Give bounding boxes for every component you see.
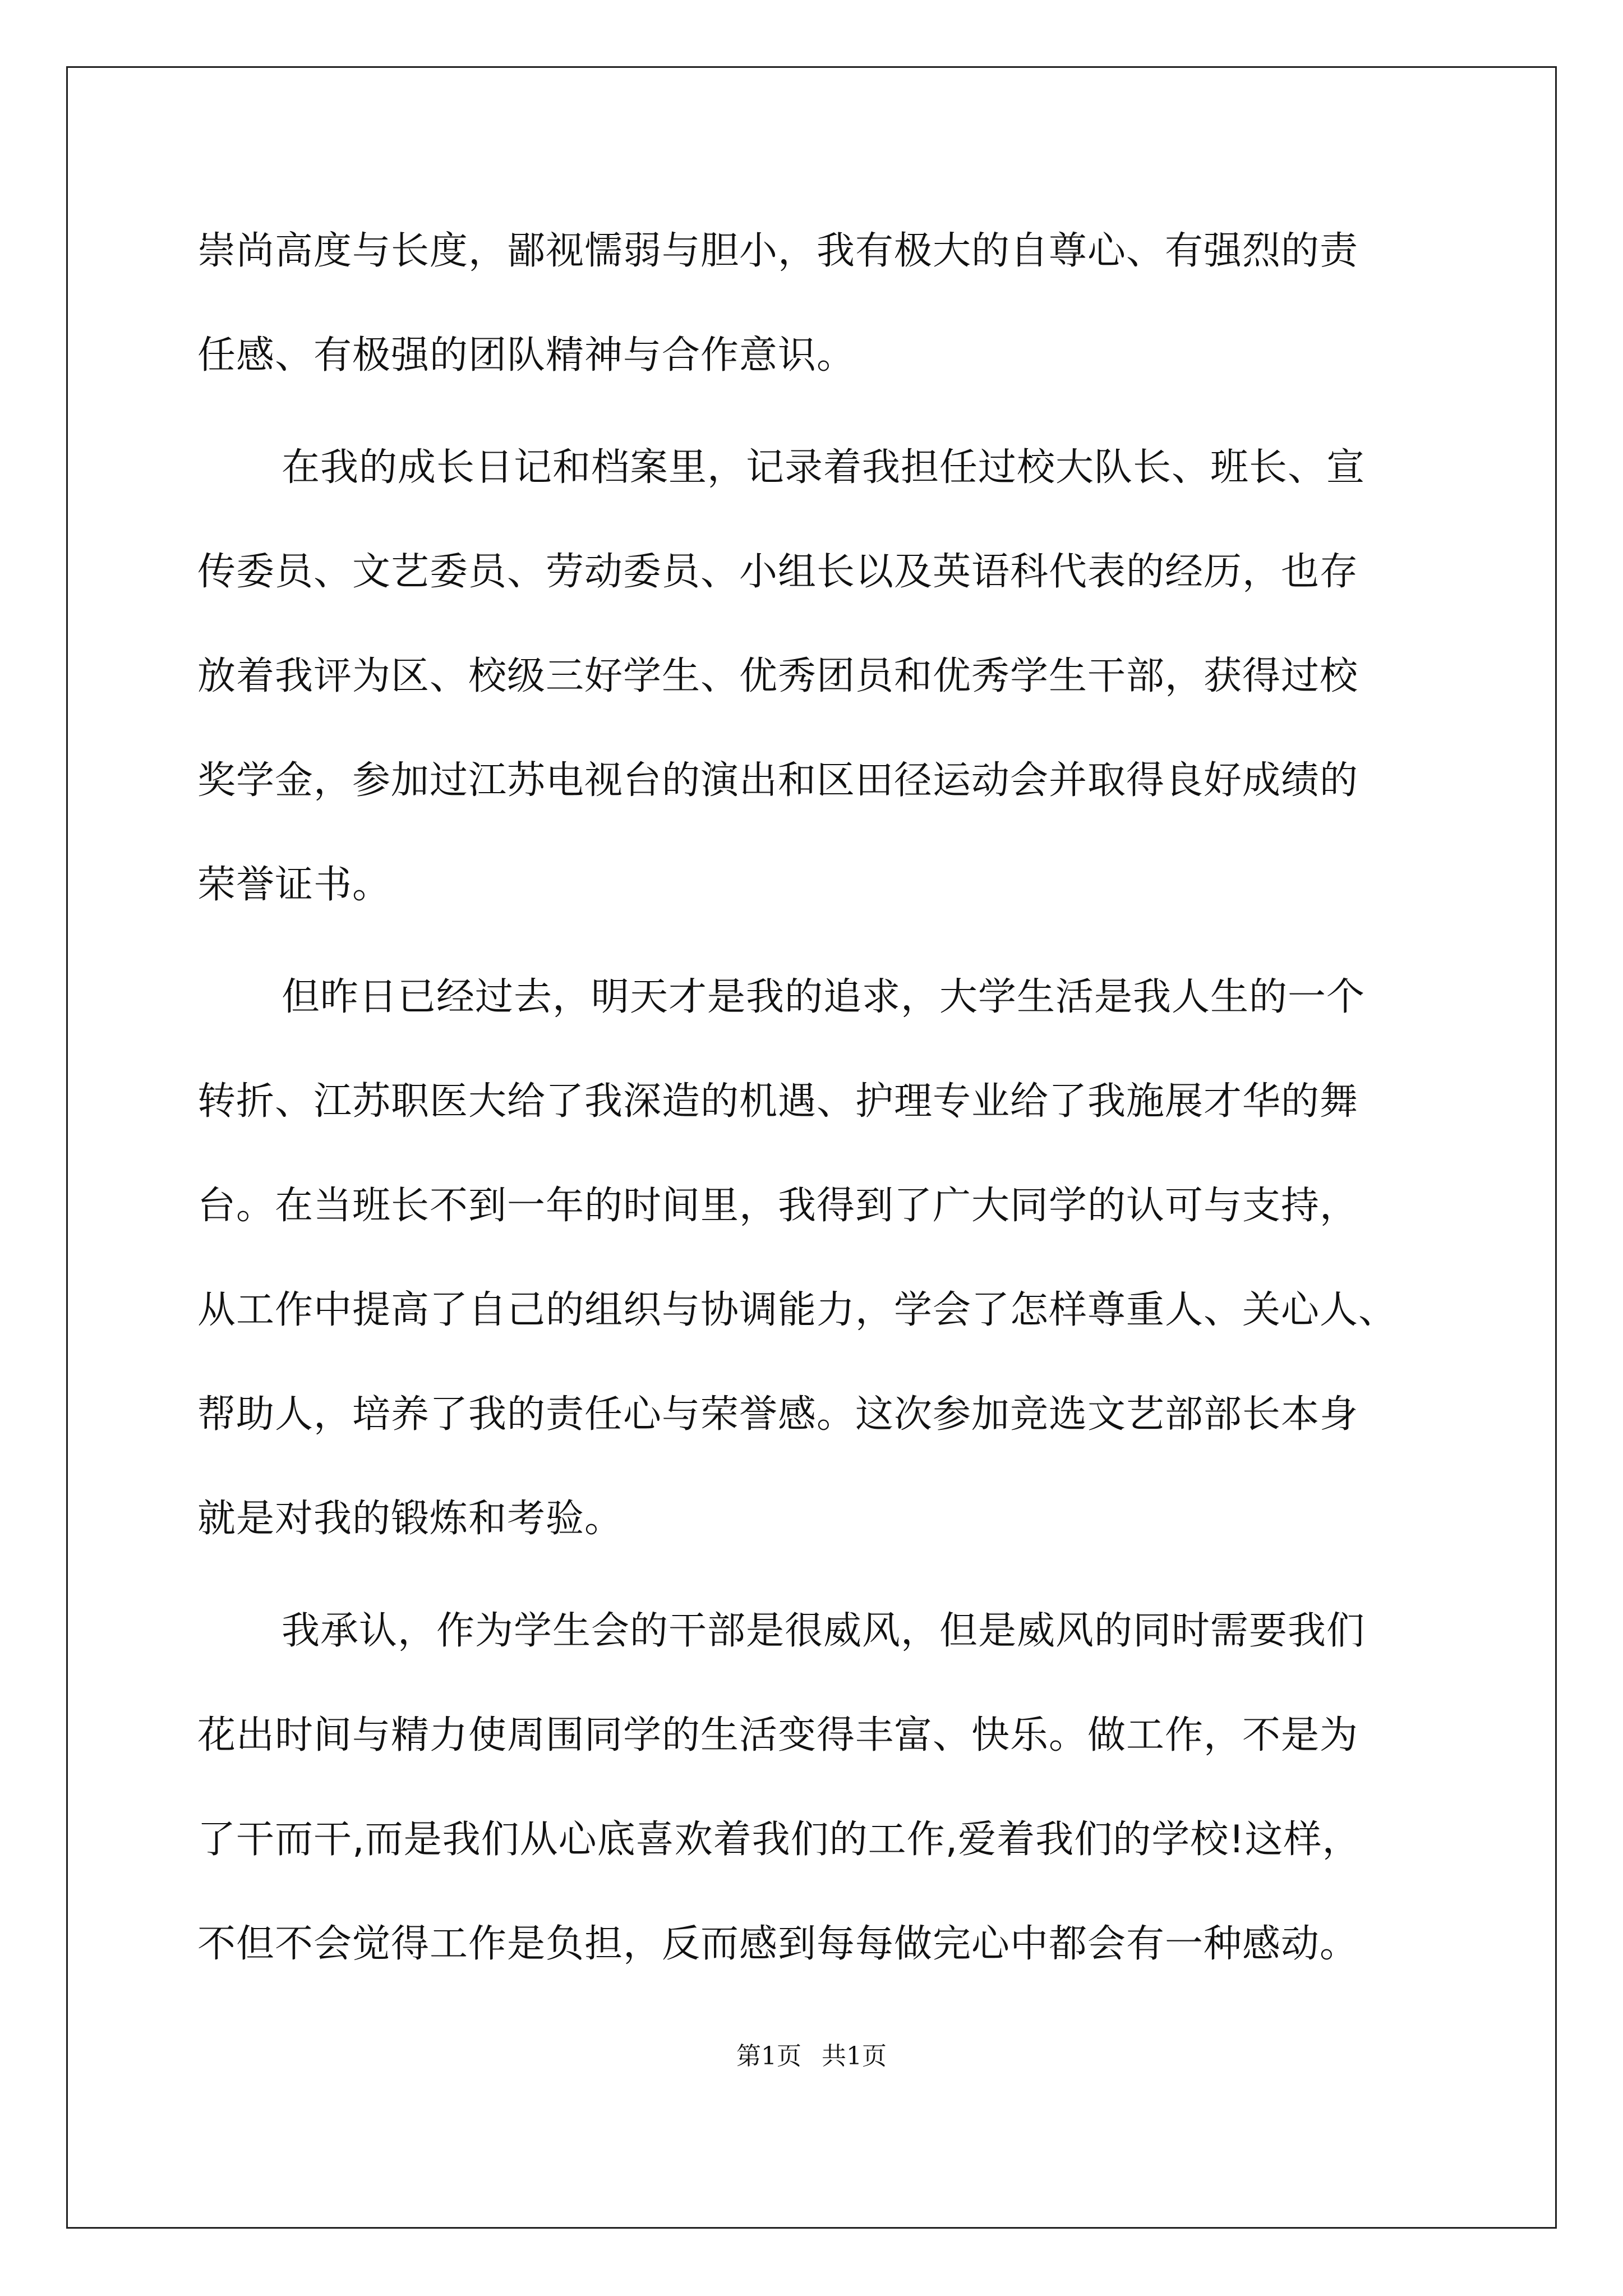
paragraph-start-line: 但昨日已经过去，明天才是我的追求，大学生活是我人生的一个 [282,975,1366,1019]
text-line: 崇尚高度与长度，鄙视懦弱与胆小，我有极大的自尊心、有强烈的责 [197,229,1359,273]
text-line: 了干而干,而是我们从心底喜欢着我们的工作,爱着我们的学校!这样， [197,1818,1361,1862]
text-line: 台。在当班长不到一年的时间里，我得到了广大同学的认可与支持， [197,1184,1359,1228]
page-footer [0,2040,1623,2073]
text-line: 奖学金，参加过江苏电视台的演出和区田径运动会并取得良好成绩的 [197,758,1359,803]
text-line: 荣誉证书。 [197,863,391,907]
text-line: 从工作中提高了自己的组织与协调能力，学会了怎样尊重人、关心人、 [197,1288,1398,1332]
text-line: 花出时间与精力使周围同学的生活变得丰富、快乐。做工作，不是为 [197,1713,1359,1757]
page-number-current: 第1页 [736,2042,801,2070]
paragraph-start-line: 在我的成长日记和档案里，记录着我担任过校大队长、班长、宣 [282,445,1366,490]
page-number-total: 共1页 [822,2042,887,2070]
text-line: 任感、有极强的团队精神与合作意识。 [197,333,856,378]
text-line: 帮助人，培养了我的责任心与荣誉感。这次参加竞选文艺部部长本身 [197,1392,1359,1437]
text-line: 转折、江苏职医大给了我深造的机遇、护理专业给了我施展才华的舞 [197,1079,1359,1124]
text-line: 就是对我的锻炼和考验。 [197,1497,624,1541]
text-line: 不但不会觉得工作是负担，反而感到每每做完心中都会有一种感动。 [197,1922,1359,1966]
page-border [66,66,1557,2229]
paragraph-start-line: 我承认，作为学生会的干部是很威风，但是威风的同时需要我们 [282,1609,1366,1653]
text-line: 传委员、文艺委员、劳动委员、小组长以及英语科代表的经历，也存 [197,550,1359,594]
text-line: 放着我评为区、校级三好学生、优秀团员和优秀学生干部，获得过校 [197,654,1359,698]
